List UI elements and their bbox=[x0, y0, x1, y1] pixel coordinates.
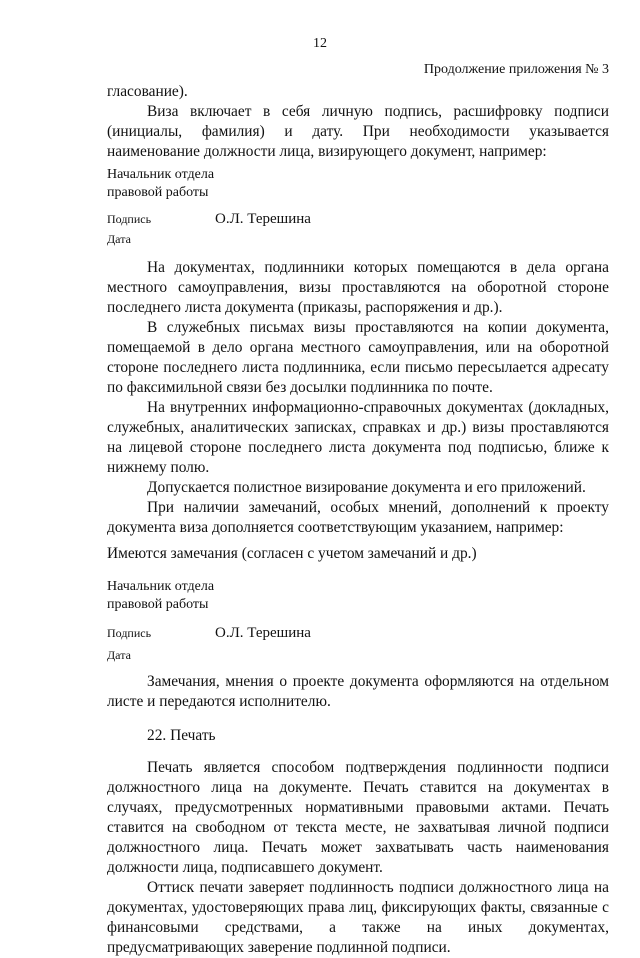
paragraph: Оттиск печати заверяет подлинность подписи должностного лица на документах, удостоверяющих права лиц, фиксирующих факты, связанные с финансовыми средствами, а также на иных документах, предусматривающих заверение подлинной подписи. bbox=[107, 879, 609, 956]
signer-name: О.Л. Терешина bbox=[215, 625, 311, 641]
paragraph: гласование). bbox=[107, 83, 188, 100]
visa-signature-row bbox=[107, 624, 609, 642]
paragraph: При наличии замечаний, особых мнений, дополнений к проекту документа виза дополняется соответствующим указанием, например: bbox=[107, 499, 609, 536]
page-number: 12 bbox=[313, 36, 327, 51]
signature-label: Подпись bbox=[107, 212, 152, 226]
date-label: Дата bbox=[107, 232, 131, 246]
paragraph: Печать является способом подтверждения подлинности подписи должностного лица на документе. Печать ставится на документах в случаях, предусмотренных нормативными правовыми актами. Печать ставится на свободном от текста месте, не захватывая личной подписи должностного лица. Печать может захватывать часть наименования должности лица, подписавшего документ. bbox=[107, 759, 609, 876]
date-label: Дата bbox=[107, 648, 131, 662]
paragraph: На внутренних информационно-справочных документах (докладных, служебных, аналитических записках, справках и др.) визы проставляются на лицевой стороне последнего листа документа под подписью, ближе к нижнему полю. bbox=[107, 399, 609, 476]
paragraph: Замечания, мнения о проекте документа оформляются на отдельном листе и передаются исполнителю. bbox=[107, 673, 609, 710]
paragraph: Виза включает в себя личную подпись, расшифровку подписи (инициалы, фамилия) и дату. При необходимости указывается наименование должности лица, визирующего документ, например: bbox=[107, 103, 609, 160]
visa-example bbox=[107, 578, 609, 664]
paragraph: На документах, подлинники которых помещаются в дела органа местного самоуправления, визы проставляются на оборотной стороне последнего листа документа (приказы, распоряжения и др.). bbox=[107, 259, 609, 316]
paragraph: В служебных письмах визы проставляются на копии документа, помещаемой в дело органа местного самоуправления, или на оборотной стороне последнего листа подлинника, если письмо пересылается адресату по факсимильной связи без досылки подлинника по почте. bbox=[107, 319, 609, 396]
visa-position-line: правовой работы bbox=[107, 185, 209, 200]
visa-position-line: Начальник отдела bbox=[107, 579, 215, 594]
visa-position-line: Начальник отдела bbox=[107, 167, 215, 182]
section-title: 22. Печать bbox=[147, 727, 216, 744]
remark-line: Имеются замечания (согласен с учетом замечаний и др.) bbox=[107, 545, 477, 562]
visa-example bbox=[107, 166, 609, 248]
visa-signature-row bbox=[107, 210, 609, 228]
paragraph: Допускается полистное визирование документа и его приложений. bbox=[147, 479, 586, 496]
signer-name: О.Л. Терешина bbox=[215, 211, 311, 227]
visa-position-line: правовой работы bbox=[107, 597, 209, 612]
document-body bbox=[107, 82, 609, 958]
running-header: Продолжение приложения № 3 bbox=[423, 62, 609, 77]
signature-label: Подпись bbox=[107, 626, 152, 640]
